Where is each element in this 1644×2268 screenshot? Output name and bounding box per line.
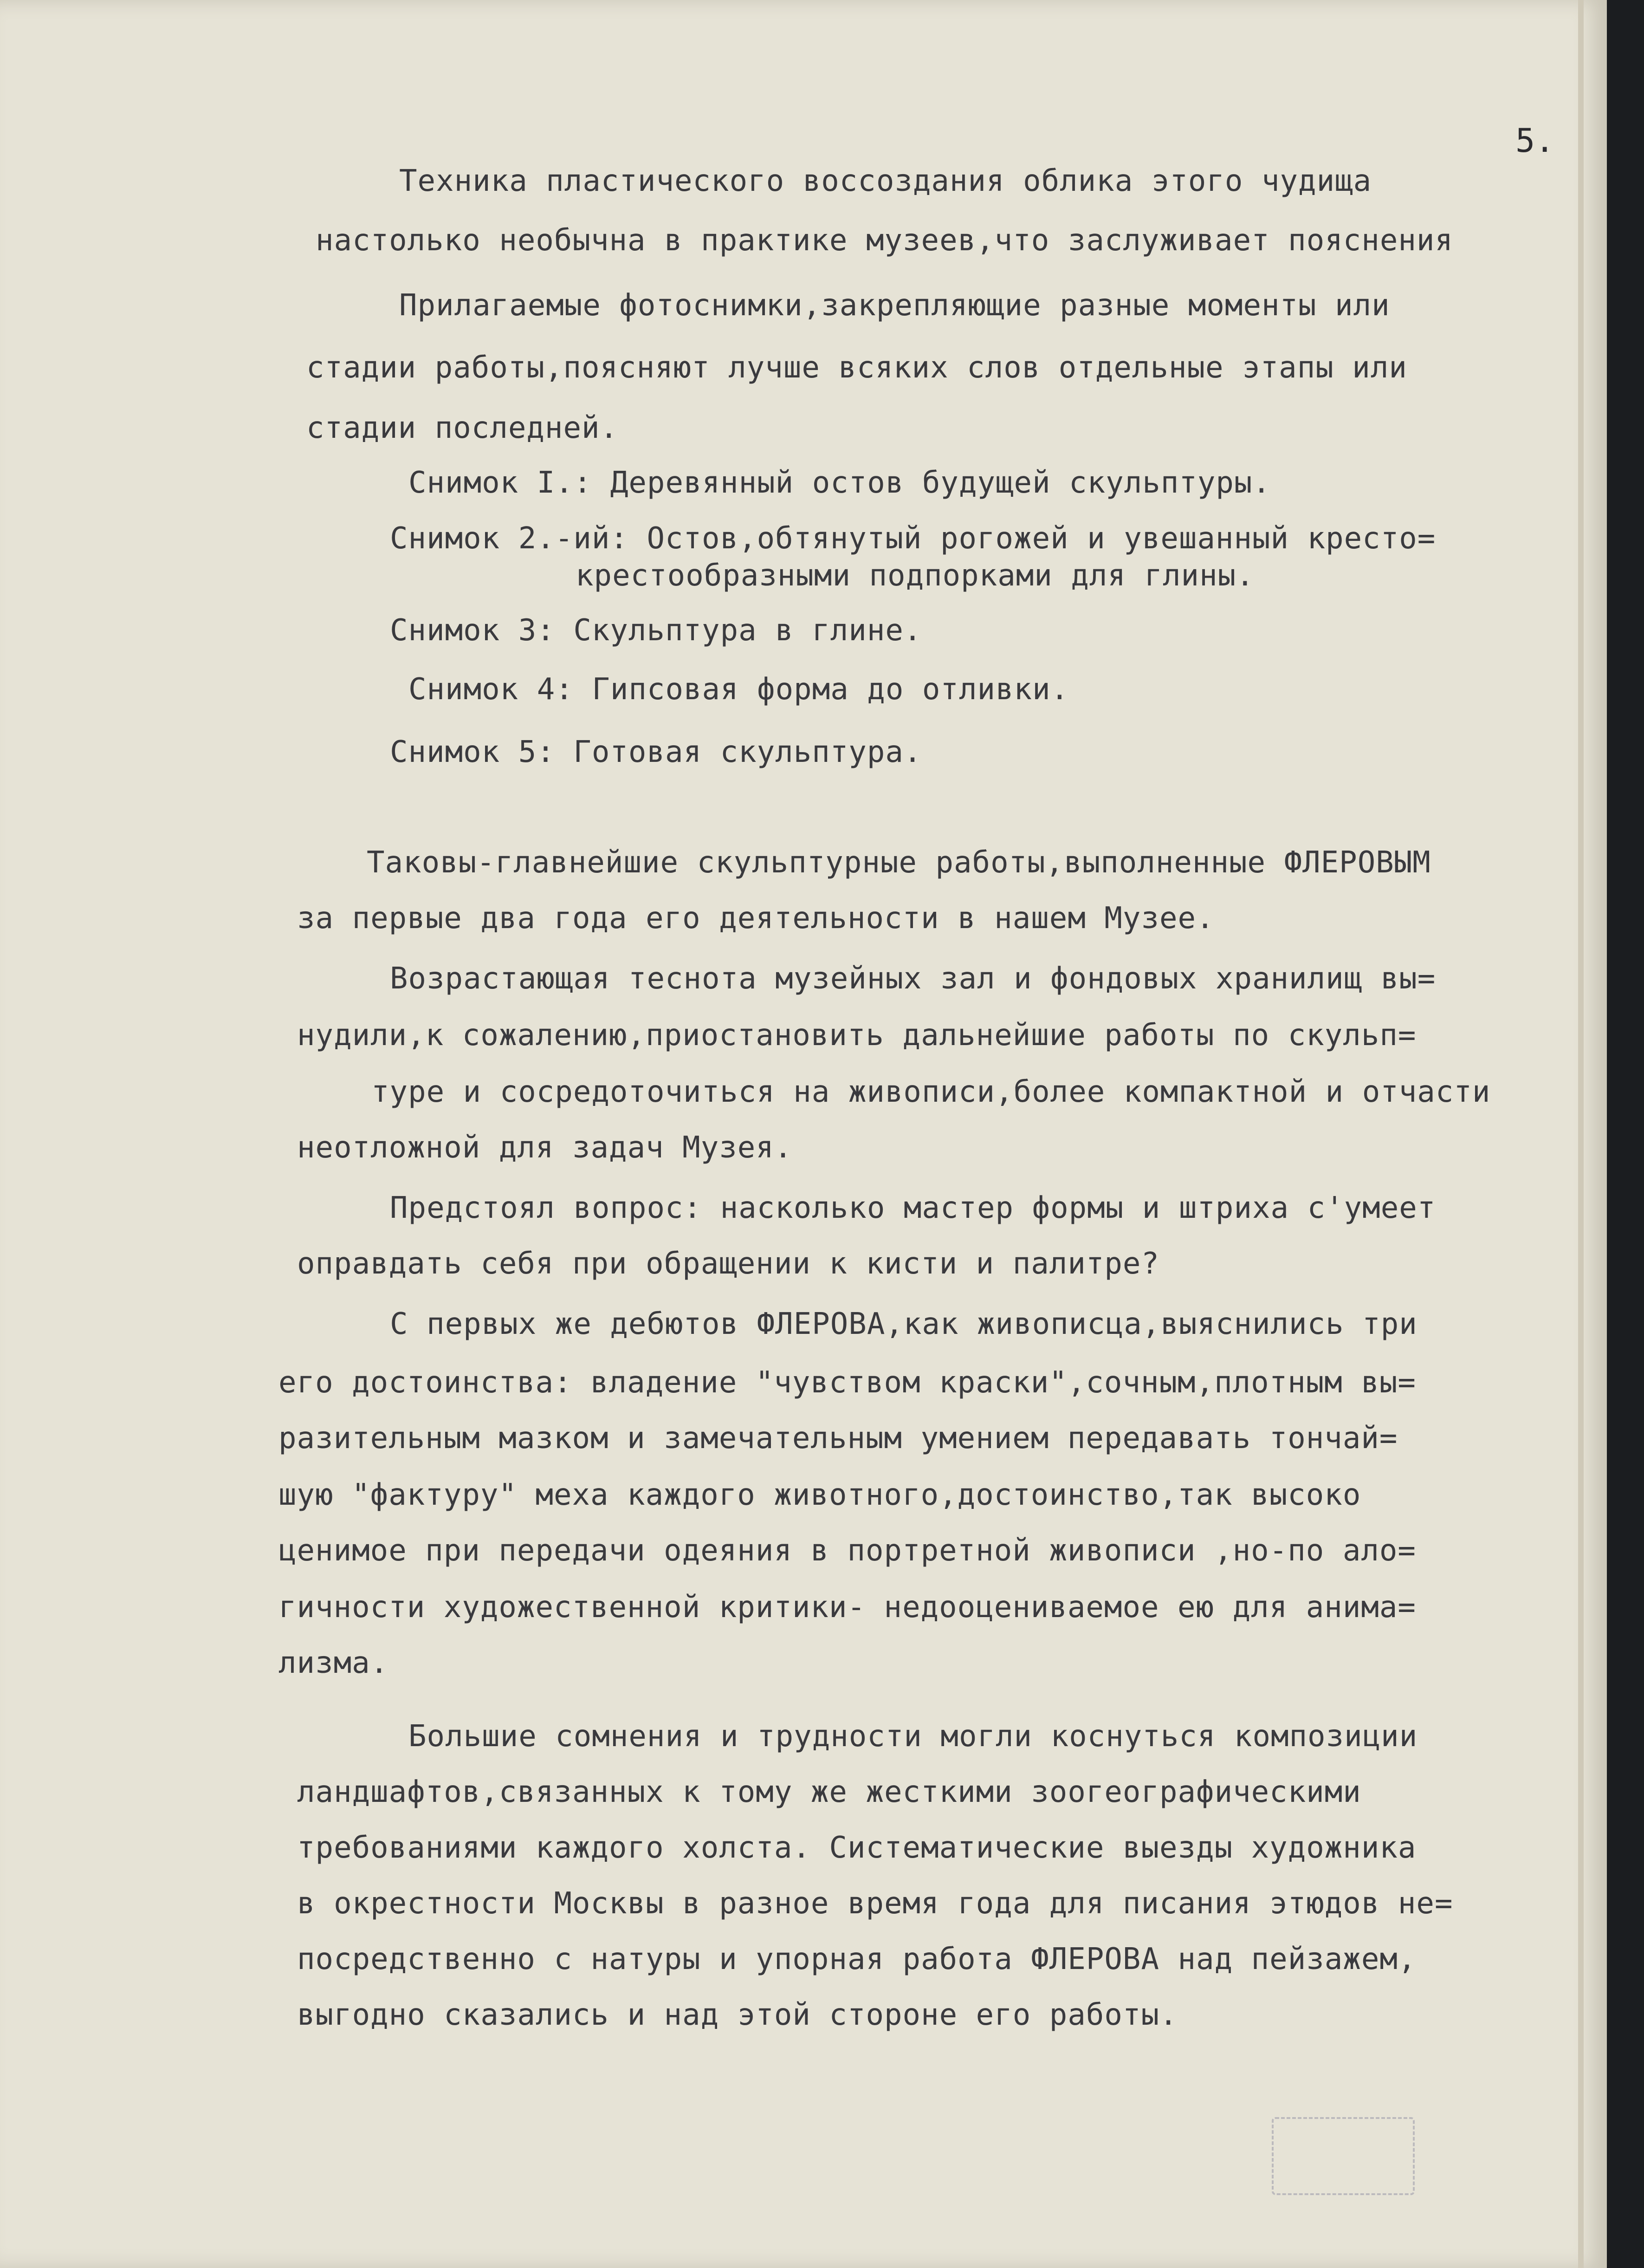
text-line: С первых же дебютов ФЛЕРОВА,как живописца,выяснились три [390,1307,1417,1341]
text-line: гичности художественной критики- недооцениваемое ею для анима= [278,1590,1416,1625]
text-line: посредственно с натуры и упорная работа ФЛЕРОВА над пейзажем, [297,1942,1417,1976]
text-line: Снимок 2.-ий: Остов,обтянутый рогожей и увешанный кресто= [390,521,1436,556]
text-line: туре и сосредоточиться на живописи,более компактной и отчасти [371,1075,1491,1109]
text-line: шую "фактуру" меха каждого животного,достоинство,так высоко [278,1478,1361,1512]
page-number: 5. [1515,122,1555,160]
text-line: настолько необычна в практике музеев,что заслуживает пояснения [316,223,1453,258]
text-line: стадии последней. [306,411,619,445]
text-line: Снимок I.: Деревянный остов будущей скульптуры. [408,466,1271,500]
text-line: выгодно сказались и над этой стороне его работы. [297,1998,1178,2032]
text-line: ценимое при передачи одеяния в портретной живописи ,но-по ало= [278,1534,1416,1568]
text-line: Прилагаемые фотоснимки,закрепляющие разные моменты или [399,288,1390,323]
text-line: лизма. [278,1646,389,1680]
page-edge [1578,0,1584,2268]
text-line: Большие сомнения и трудности могли коснуться композиции [408,1719,1418,1754]
text-line: нудили,к сожалению,приостановить дальнейшие работы по скульп= [297,1018,1417,1053]
text-line: неотложной для задач Музея. [297,1131,793,1165]
text-line: стадии работы,поясняют лучше всяких слов отдельные этапы или [306,351,1407,385]
text-line: его достоинства: владение "чувством краски",сочным,плотным вы= [278,1365,1416,1400]
text-line: Таковы-главнейшие скульптурные работы,выполненные ФЛЕРОВЫМ [367,845,1431,880]
text-line: разительным мазком и замечательным умением передавать тончай= [278,1421,1398,1456]
text-line: ландшафтов,связанных к тому же жесткими зоогеографическими [297,1775,1361,1809]
text-line: требованиями каждого холста. Систематические выезды художника [297,1831,1417,1865]
text-line: Возрастающая теснота музейных зал и фондовых хранилищ вы= [390,962,1436,996]
text-line: за первые два года его деятельности в нашем Музее. [297,901,1215,936]
text-line: Снимок 3: Скульптура в глине. [390,613,922,648]
text-line: Снимок 4: Гипсовая форма до отливки. [408,672,1069,707]
text-line: Предстоял вопрос: насколько мастер формы и штриха с'умеет [390,1191,1436,1225]
text-line: крестообразными подпорками для глины. [576,559,1255,593]
text-line: оправдать себя при обращении к кисти и палитре? [297,1247,1159,1281]
text-line: Техника пластического воссоздания облика этого чудища [399,164,1372,198]
text-line: Снимок 5: Готовая скульптура. [390,735,922,769]
archive-stamp [1272,2117,1415,2195]
text-line: в окрестности Москвы в разное время года для писания этюдов не= [297,1886,1453,1921]
